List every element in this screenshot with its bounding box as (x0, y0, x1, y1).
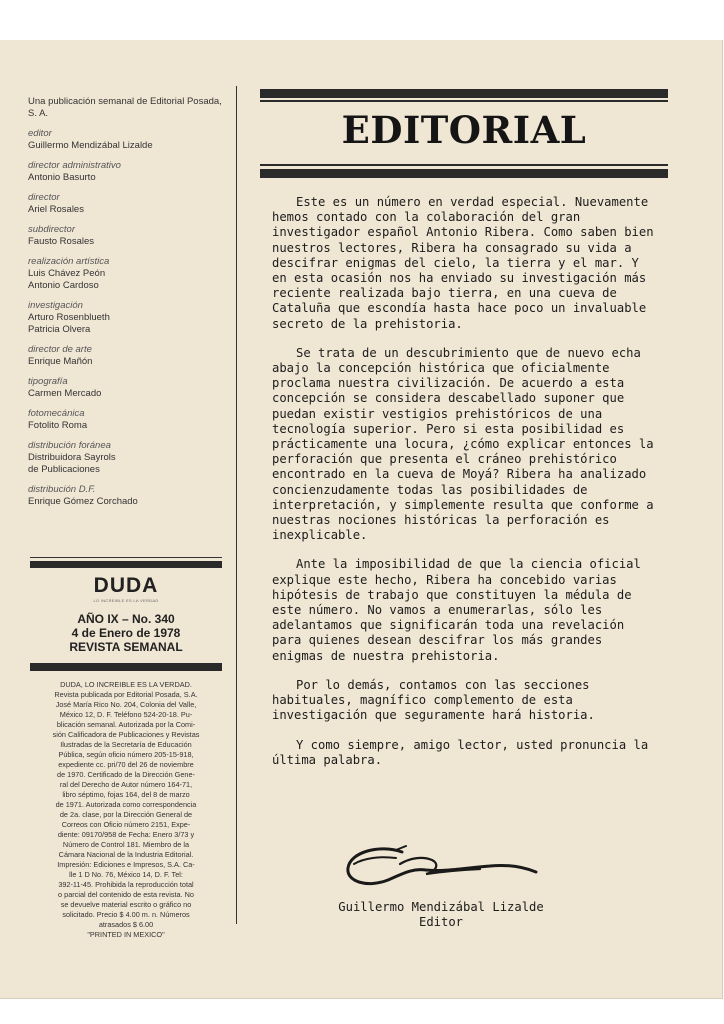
legal-line: Revista publicada por Editorial Posada, S.A. (54, 690, 198, 699)
masthead-role: director de arte (28, 344, 92, 355)
editorial-title: EDITORIAL (341, 108, 587, 152)
masthead-name: Luis Chávez Peón (28, 268, 106, 279)
masthead-name: Antonio Basurto (28, 172, 96, 183)
masthead-name: Fausto Rosales (28, 236, 95, 247)
legal-line: Correos con Oficio número 2151, Expe- (61, 820, 191, 829)
masthead-role: investigación (28, 300, 83, 311)
legal-line: DUDA, LO INCREIBLE ES LA VERDAD. (60, 680, 192, 689)
masthead-intro (28, 96, 228, 120)
legal-line: 392-11-45. Prohibida la reproducción total (58, 880, 194, 889)
legal-line: de 1970. Certificado de la Dirección Gene- (57, 770, 195, 779)
editorial-paragraph: Se trata de un descubrimiento que de nuevo echa abajo la concepción histórica que oficialmente proclama nuestra civilización. De acuerdo a esta concepción se considera descabellado suponer que puedan existir vestigios prehistóricos de una tecnología superior. Pero si esta posibilidad es prácticamente una locura, ¿cómo explicar entonces la perforación que presenta el cráneo prehistórico encontrado en la cueva de Moyá? Ribera ha analizado concienzudamente todas las posibilidades de interpretación, y simplemente resulta que conforme a nuestras nociones históricas la perforación es inexplicable. (272, 345, 654, 543)
legal-line: libro séptimo, fojas 164, del 8 de marzo (62, 790, 190, 799)
masthead-role: fotomecánica (28, 408, 85, 419)
title-rule-top (260, 100, 668, 102)
duda-logo: DUDA (93, 574, 159, 597)
issue-number: AÑO IX – No. 340 (77, 612, 175, 626)
duda-tagline: LO INCREIBLE ES LA VERDAD (93, 598, 159, 603)
masthead-intro-text: Una publicación semanal de Editorial Posada, S. A. (28, 96, 222, 119)
legal-line: se devuelve material escrito o gráfico no (60, 900, 192, 909)
signer-title: Editor (418, 915, 464, 929)
editorial-paragraph: Este es un número en verdad especial. Nuevamente hemos contado con la colaboración del gran investigador español Antonio Ribera. Como saben bien nuestros lectores, Ribera ha consagrado su vida a descifrar enigmas del cielo, la tierra y el mar. Y en esta ocasión nos ha enviado su investigación más reciente realizada bajo tierra, en una cueva de Cataluña que escondía hasta hace poco un invaluable secreto de la prehistoria. (272, 195, 654, 331)
masthead-name: Distribuidora Sayrols (28, 452, 116, 463)
signature (340, 838, 540, 898)
legal-line: sión Calificadora de Publicaciones y Revistas (52, 730, 200, 739)
issue-frequency: REVISTA SEMANAL (69, 640, 183, 654)
masthead-name: Ariel Rosales (28, 204, 84, 215)
masthead-name: Enrique Gómez Corchado (28, 496, 138, 507)
masthead-role: realización artística (28, 256, 110, 267)
editorial-body (272, 195, 654, 782)
legal-line: lle 1 D No. 76, México 14, D. F. Tel: (69, 870, 183, 879)
editorial-paragraph: Por lo demás, contamos con las secciones habituales, magnífico complemento de esta investigación que seguramente hará historia. (272, 677, 595, 723)
masthead-name: Carmen Mercado (28, 388, 102, 399)
legal-line: José María Rico No. 204, Colonia del Valle, (55, 700, 197, 709)
masthead-role: director (28, 192, 60, 203)
masthead-group (28, 128, 228, 152)
editorial-paragraph: Ante la imposibilidad de que la ciencia oficial explique este hecho, Ribera ha concebido varias hipótesis de trabajo que constituyen la médula de este número. No vamos a enumerarlas, sólo les adelantamos que significarán toda una revelación para quienes desean descifrar los más grandes enigmas de nuestra prehistoria. (272, 557, 641, 663)
masthead-name: Arturo Rosenblueth (28, 312, 110, 323)
legal-line: de 1971. Autorizada como correspondencia (55, 800, 197, 809)
legal-line: diente: 09170/958 de Fecha: Enero 3/73 y (57, 830, 195, 839)
legal-line: Cámara Nacional de la Industria Editorial. (58, 850, 194, 859)
issue-info (30, 568, 222, 654)
masthead-group (28, 300, 228, 336)
masthead-role: distribución foránea (28, 440, 111, 451)
title-bar-top (260, 89, 668, 98)
legal-line: "PRINTED IN MEXICO" (87, 930, 165, 939)
masthead-name: Antonio Cardoso (28, 280, 99, 291)
legal-line: o parcial del contenido de esta revista. No (58, 890, 194, 899)
masthead-name: Patricia Olvera (28, 324, 91, 335)
legal-line: blicación semanal. Autorizada por la Comi- (56, 720, 196, 729)
signer-block (300, 900, 582, 930)
masthead-group (28, 160, 228, 184)
signer-name: Guillermo Mendizábal Lizalde (338, 900, 544, 914)
masthead-role: distribución D.F. (28, 484, 96, 495)
legal-line: Pública, según oficio número 205-15-918, (58, 750, 194, 759)
masthead-name: Enrique Mañón (28, 356, 93, 367)
masthead-role: subdirector (28, 224, 75, 235)
issue-date: 4 de Enero de 1978 (71, 626, 181, 640)
divider-rule (30, 557, 222, 558)
masthead-group (28, 440, 228, 476)
legal-line: Número de Control 181. Miembro de la (62, 840, 190, 849)
masthead (28, 96, 228, 516)
legal-line: solicitado. Precio $ 4.00 m. n. Números (62, 910, 190, 919)
legal-line: México 12, D. F. Teléfono 524-20-18. Pu- (59, 710, 193, 719)
masthead-role: tipografía (28, 376, 68, 387)
legal-line: atrasados $ 6.00 (98, 920, 154, 929)
masthead-group (28, 224, 228, 248)
column-divider (236, 86, 237, 924)
masthead-name: de Publicaciones (28, 464, 100, 475)
title-rule-bottom (260, 164, 668, 166)
divider-bar (30, 663, 222, 671)
masthead-role: editor (28, 128, 52, 139)
masthead-name: Fotolito Roma (28, 420, 88, 431)
legal-line: expediente cc. pri/70 del 26 de noviembre (58, 760, 194, 769)
masthead-group (28, 256, 228, 292)
masthead-group (28, 376, 228, 400)
legal-line: Ilustradas de la Secretaría de Educación (60, 740, 192, 749)
title-bar-bottom (260, 169, 668, 178)
masthead-name: Guillermo Mendizábal Lizalde (28, 140, 153, 151)
legal-line: de 2a. clase, por la Dirección General de (59, 810, 193, 819)
masthead-group (28, 408, 228, 432)
masthead-group (28, 192, 228, 216)
editorial-paragraph: Y como siempre, amigo lector, usted pronuncia la última palabra. (272, 737, 649, 767)
legal-line: Impresión: Ediciones e Impresos, S.A. Ca- (57, 860, 195, 869)
legal-line: ral del Derecho de Autor número 164-71, (59, 780, 193, 789)
divider-bar (30, 561, 222, 568)
masthead-group (28, 484, 228, 508)
legal-notice (30, 680, 222, 940)
masthead-role: director administrativo (28, 160, 121, 171)
masthead-group (28, 344, 228, 368)
